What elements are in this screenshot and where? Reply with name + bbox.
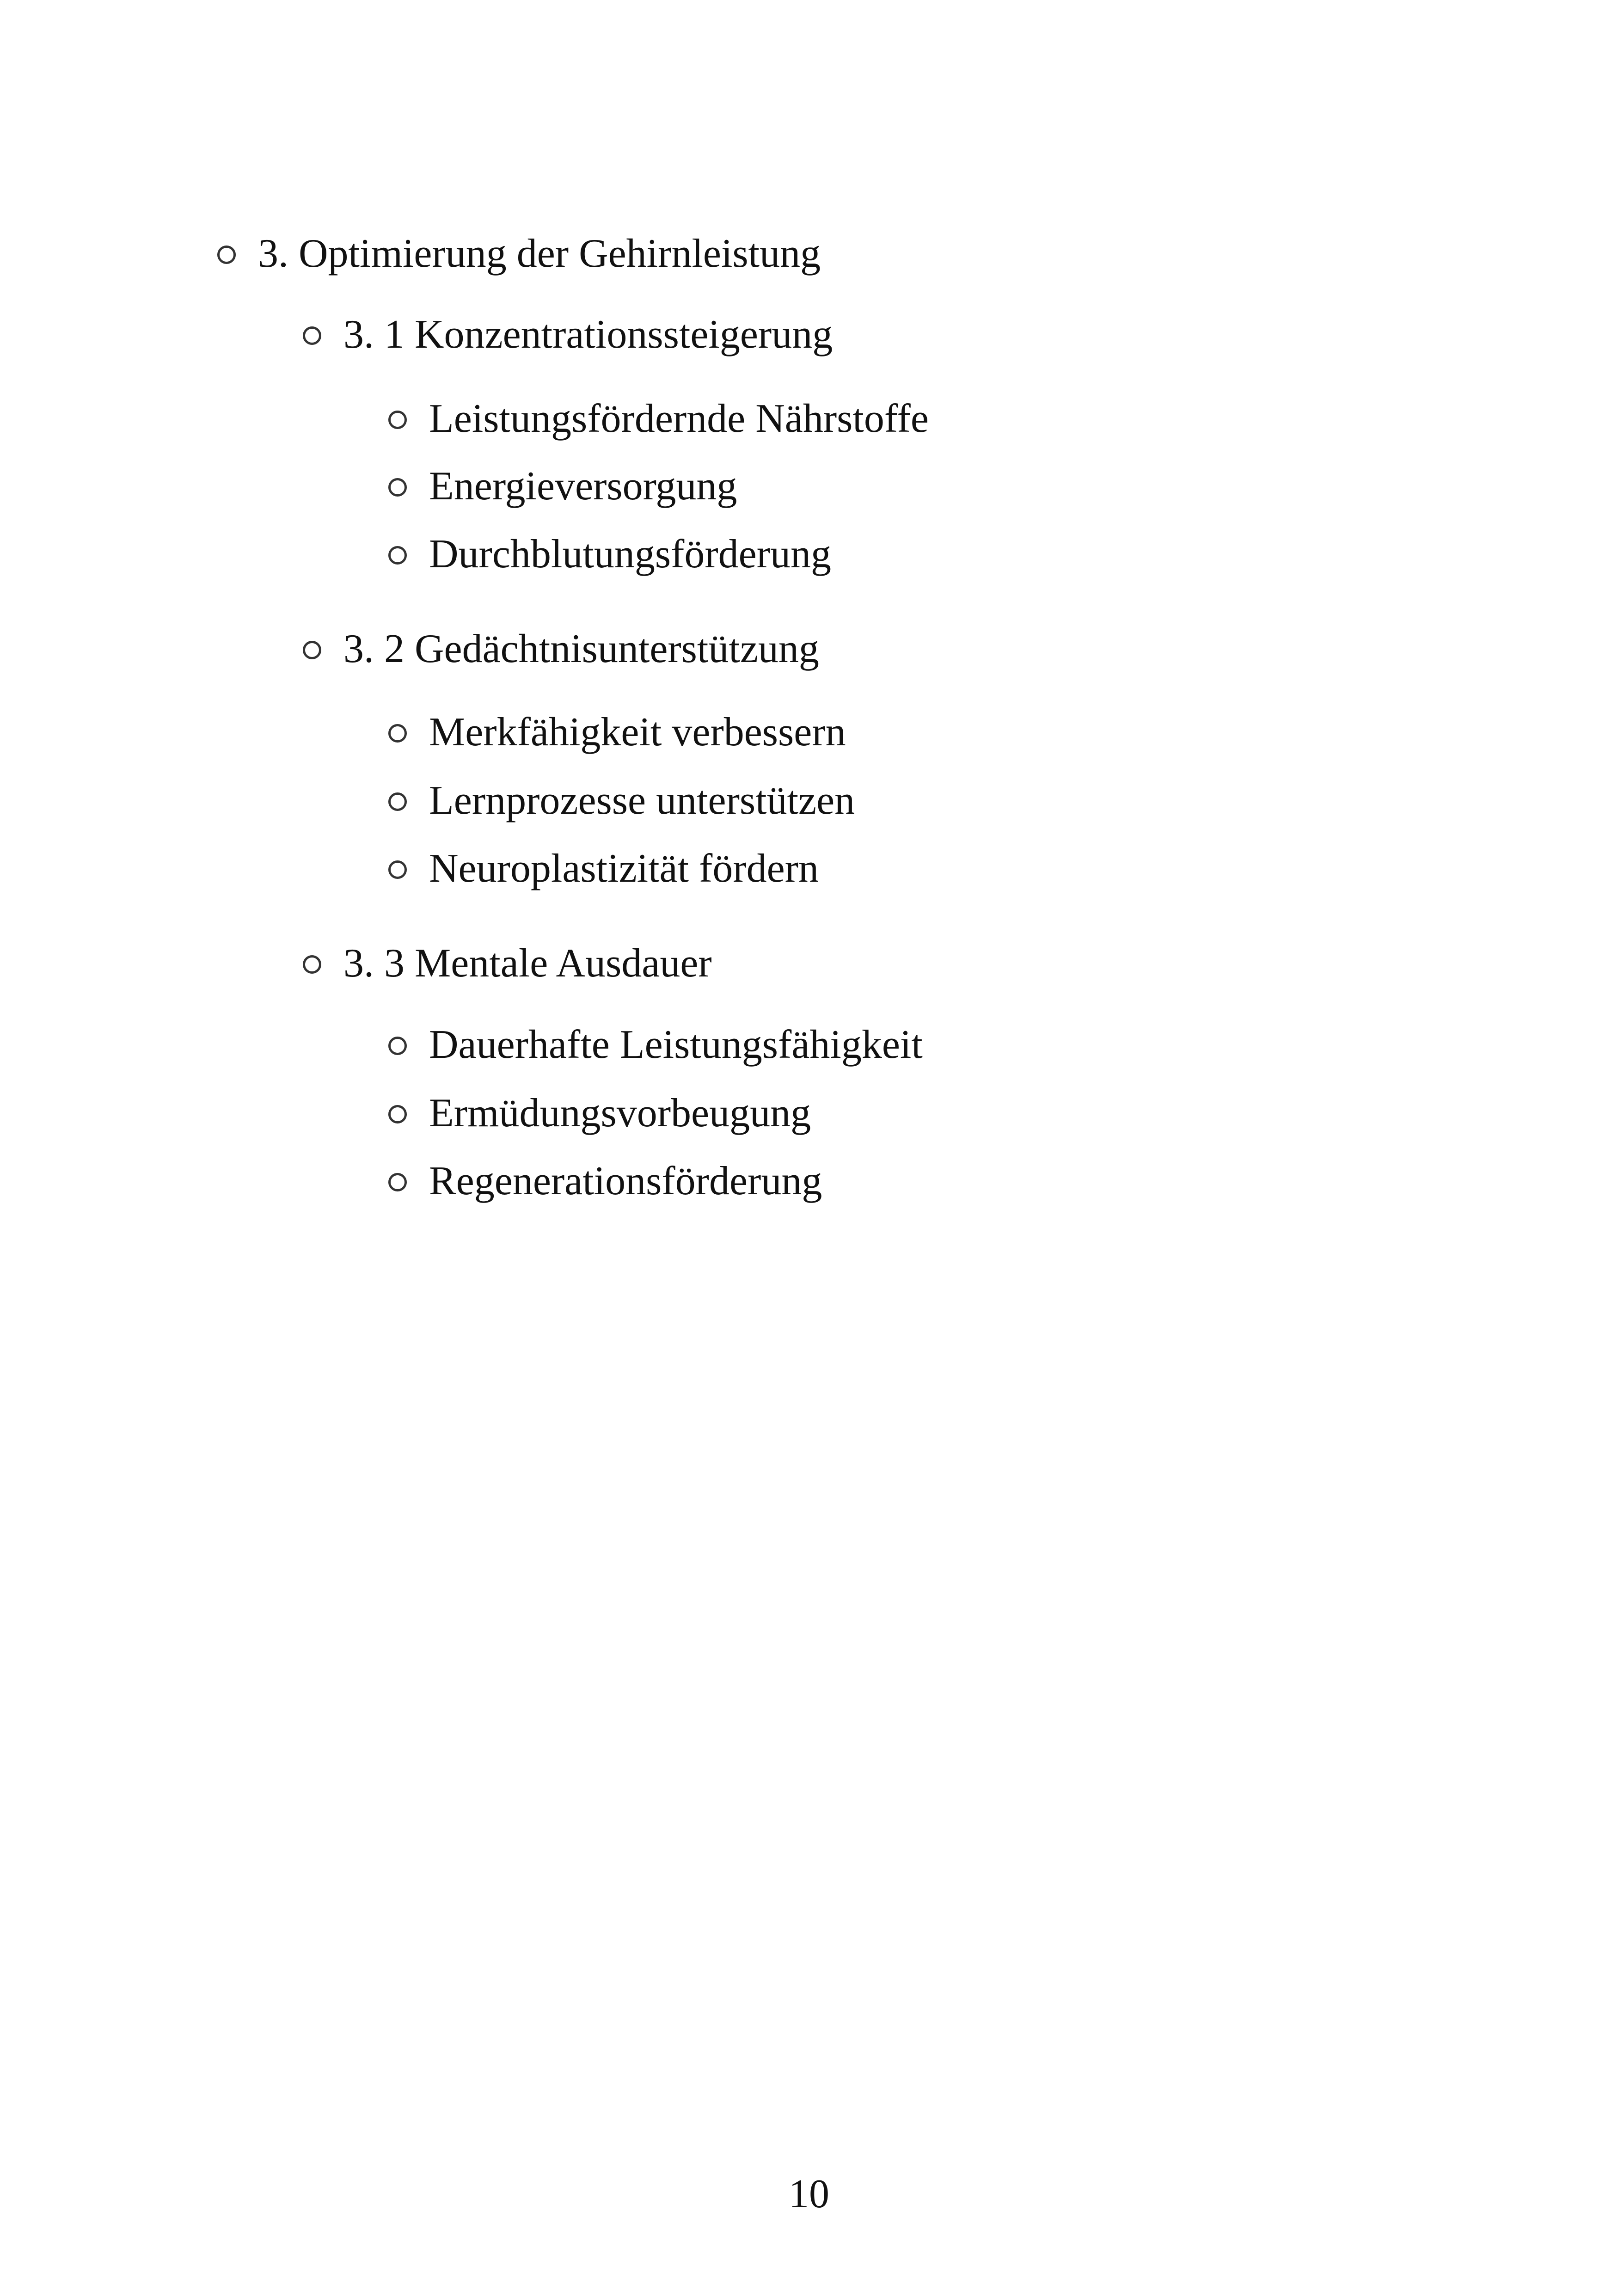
hollow-circle-bullet-icon — [303, 326, 321, 345]
hollow-circle-bullet-icon — [388, 724, 407, 743]
hollow-circle-bullet-icon — [388, 1105, 407, 1123]
hollow-circle-bullet-icon — [388, 1173, 407, 1191]
list-item-label: Neuroplastizität fördern — [429, 846, 819, 891]
page-number: 10 — [789, 2172, 829, 2216]
hollow-circle-bullet-icon — [303, 641, 321, 659]
list-item-label: Energieversorgung — [429, 464, 737, 509]
hollow-circle-bullet-icon — [388, 411, 407, 429]
list-item-label: Ermüdungsvorbeugung — [429, 1091, 811, 1136]
hollow-circle-bullet-icon — [388, 860, 407, 879]
section-heading-label: 3. Optimierung der Gehirnleistung — [258, 231, 821, 276]
subsection-heading-label: 3. 1 Konzentrationssteigerung — [343, 312, 833, 357]
hollow-circle-bullet-icon — [388, 1037, 407, 1055]
hollow-circle-bullet-icon — [303, 955, 321, 974]
list-item-label: Merkfähigkeit verbessern — [429, 710, 846, 755]
hollow-circle-bullet-icon — [217, 246, 236, 264]
list-item-label: Leistungsfördernde Nährstoffe — [429, 396, 929, 441]
list-item-label: Durchblutungsförderung — [429, 532, 832, 577]
hollow-circle-bullet-icon — [388, 478, 407, 497]
list-item-label: Dauerhafte Leistungsfähigkeit — [429, 1022, 923, 1067]
hollow-circle-bullet-icon — [388, 792, 407, 811]
subsection-heading-label: 3. 3 Mentale Ausdauer — [343, 941, 712, 986]
list-item-label: Lernprozesse unterstützen — [429, 778, 855, 823]
hollow-circle-bullet-icon — [388, 546, 407, 565]
list-item-label: Regenerationsförderung — [429, 1159, 822, 1203]
subsection-heading-label: 3. 2 Gedächtnisunterstützung — [343, 626, 819, 671]
